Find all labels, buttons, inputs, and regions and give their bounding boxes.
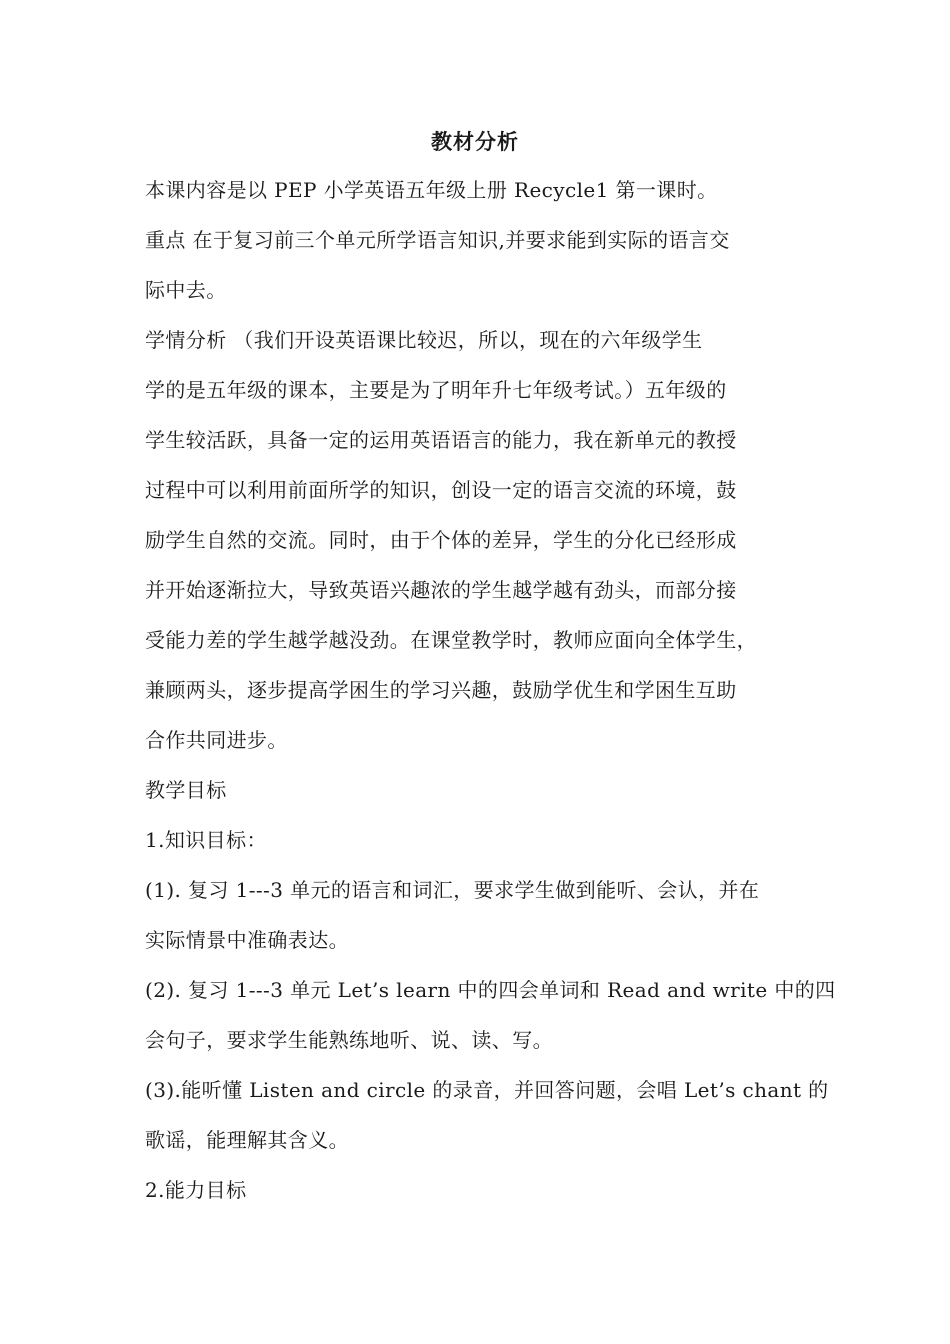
paragraph-line: 并开始逐渐拉大，导致英语兴趣浓的学生越学越有劲头，而部分接 [145,578,737,602]
paragraph-line: 本课内容是以 PEP 小学英语五年级上册 Recycle1 第一课时。 [145,178,718,202]
list-item: (1). 复习 1---3 单元的语言和词汇，要求学生做到能听、会认，并在 [145,878,760,902]
paragraph-line: 学的是五年级的课本，主要是为了明年升七年级考试。）五年级的 [145,378,727,402]
paragraph-line: 兼顾两头，逐步提高学困生的学习兴趣，鼓励学优生和学困生互助 [145,678,737,702]
list-item-continuation: 会句子，要求学生能熟练地听、说、读、写。 [145,1028,553,1052]
section-heading: 教学目标 [145,778,227,802]
list-item-continuation: 歌谣，能理解其含义。 [145,1128,349,1152]
list-item: (3).能听懂 Listen and circle 的录音，并回答问题，会唱 Let’s chant 的 [145,1078,829,1102]
list-item-continuation: 实际情景中准确表达。 [145,928,349,952]
paragraph-line: 际中去。 [145,278,227,302]
paragraph-line: 重点 在于复习前三个单元所学语言知识,并要求能到实际的语言交 [145,228,730,252]
paragraph-line: 学情分析 （我们开设英语课比较迟，所以，现在的六年级学生 [145,328,703,352]
paragraph-line: 受能力差的学生越学越没劲。在课堂教学时，教师应面向全体学生， [145,628,757,652]
subsection-heading: 2.能力目标 [145,1178,247,1202]
subsection-heading: 1.知识目标： [145,828,267,852]
paragraph-line: 合作共同进步。 [145,728,288,752]
paragraph-line: 过程中可以利用前面所学的知识，创设一定的语言交流的环境，鼓 [145,478,737,502]
page-title: 教材分析 [431,129,519,154]
paragraph-line: 励学生自然的交流。同时，由于个体的差异，学生的分化已经形成 [145,528,737,552]
list-item: (2). 复习 1---3 单元 Let’s learn 中的四会单词和 Read and write 中的四 [145,978,836,1002]
paragraph-line: 学生较活跃，具备一定的运用英语语言的能力，我在新单元的教授 [145,428,737,452]
